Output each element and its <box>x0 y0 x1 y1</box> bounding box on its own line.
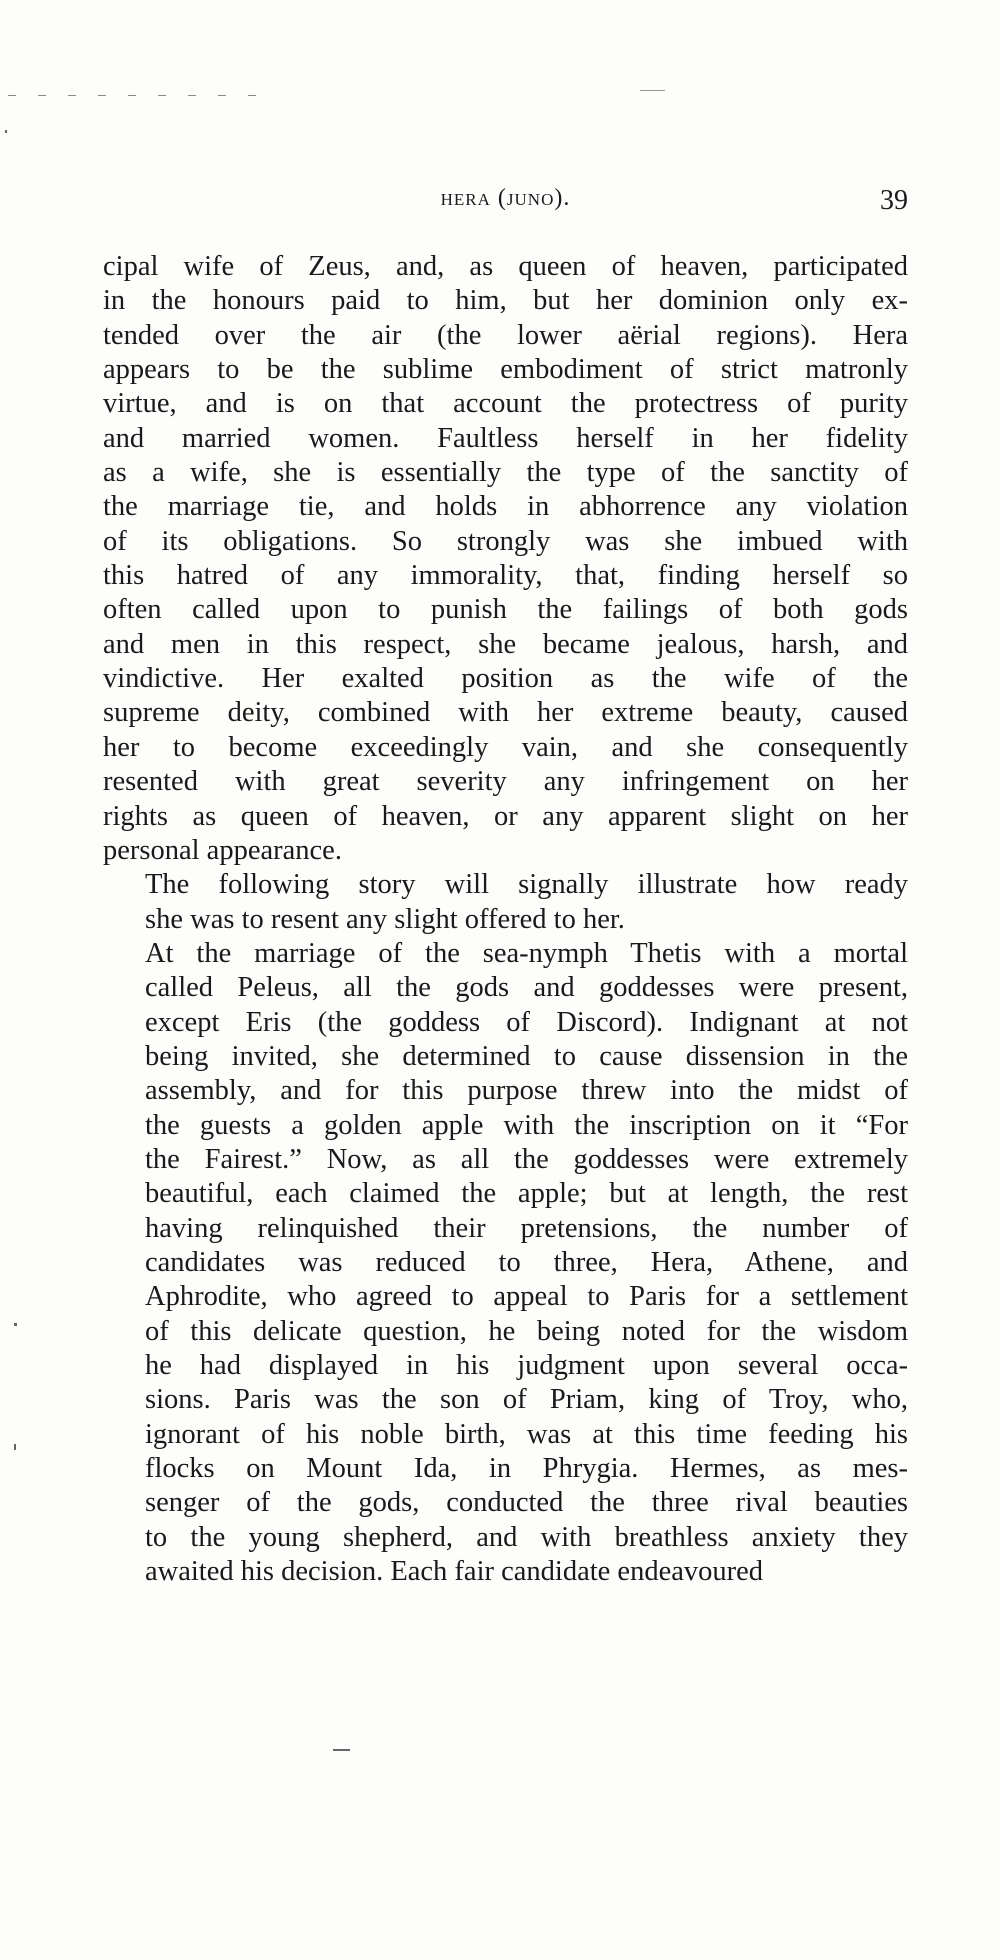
text-line: to the young shepherd, and with breathless anxiety they <box>145 1521 908 1553</box>
text-line: senger of the gods, conducted the three rival beauties <box>145 1487 908 1519</box>
text-line: At the marriage of the sea-nymph Thetis with a mortal <box>145 937 908 969</box>
text-line: cipal wife of Zeus, and, as queen of heaven, participated <box>103 251 908 282</box>
text-line: this hatred of any immorality, that, finding herself so <box>103 560 908 592</box>
text-line: her to become exceedingly vain, and she consequently <box>103 731 908 763</box>
text-line: the marriage tie, and holds in abhorrence any violation <box>103 491 908 523</box>
scan-artifact-top-left <box>8 95 258 96</box>
text-line: virtue, and is on that account the protectress of purity <box>103 388 908 420</box>
text-line: in the honours paid to him, but her dominion only ex- <box>103 285 908 317</box>
scan-artifact-left-mid <box>14 1323 17 1326</box>
scan-artifact-bottom <box>333 1749 350 1751</box>
text-line: often called upon to punish the failings of both gods <box>103 594 908 626</box>
text-line: supreme deity, combined with her extreme beauty, caused <box>103 697 908 729</box>
body-text <box>103 250 908 1589</box>
text-line: vindictive. Her exalted position as the wife of the <box>103 663 908 695</box>
text-line: and married women. Faultless herself in her fidelity <box>103 422 908 454</box>
text-line: of this delicate question, he being noted for the wisdom <box>145 1315 908 1347</box>
text-line: personal appearance. <box>103 834 342 866</box>
text-line: the guests a golden apple with the inscription on it “For <box>145 1109 908 1141</box>
text-line: the Fairest.” Now, as all the goddesses were extremely <box>145 1143 908 1175</box>
text-line: flocks on Mount Ida, in Phrygia. Hermes, as mes- <box>145 1453 908 1485</box>
paragraph <box>103 250 908 868</box>
text-line: beautiful, each claimed the apple; but at length, the rest <box>145 1178 908 1210</box>
text-line: assembly, and for this purpose threw into the midst of <box>145 1075 908 1107</box>
text-line: he had displayed in his judgment upon several occa- <box>145 1350 908 1381</box>
text-line: called Peleus, all the gods and goddesses were present, <box>145 972 908 1004</box>
text-line: awaited his decision. Each fair candidate endeavoured <box>145 1556 764 1588</box>
text-line: as a wife, she is essentially the type of the sanctity of <box>103 457 908 489</box>
scan-artifact-left-edge <box>5 130 7 133</box>
text-line: tended over the air (the lower aërial regions). Hera <box>103 319 908 351</box>
text-line: The following story will signally illustrate how ready <box>145 869 908 901</box>
text-line: except Eris (the goddess of Discord). Indignant at not <box>145 1006 908 1038</box>
text-line: candidates was reduced to three, Hera, Athene, and <box>145 1246 908 1278</box>
text-line: Aphrodite, who agreed to appeal to Paris for a settlement <box>145 1281 908 1313</box>
scan-artifact-top-right <box>640 90 665 91</box>
text-line: rights as queen of heaven, or any apparent slight on her <box>103 800 908 832</box>
page-number: 39 <box>880 185 908 216</box>
text-line: having relinquished their pretensions, the number of <box>145 1212 908 1244</box>
running-title: hera (juno). <box>440 185 571 211</box>
text-line: she was to resent any slight offered to her. <box>145 903 625 935</box>
paragraph <box>103 937 908 1590</box>
text-line: appears to be the sublime embodiment of strict matronly <box>103 354 908 386</box>
text-line: and men in this respect, she became jealous, harsh, and <box>103 628 908 660</box>
text-line: ignorant of his noble birth, was at this time feeding his <box>145 1418 908 1450</box>
text-line: of its obligations. So strongly was she imbued with <box>103 525 908 557</box>
text-line: being invited, she determined to cause dissension in the <box>145 1040 908 1072</box>
text-line: sions. Paris was the son of Priam, king of Troy, who, <box>145 1384 908 1416</box>
running-head <box>103 185 908 225</box>
scan-artifact-left-low <box>14 1444 16 1450</box>
text-line: resented with great severity any infringement on her <box>103 766 908 798</box>
paragraph <box>103 868 908 937</box>
